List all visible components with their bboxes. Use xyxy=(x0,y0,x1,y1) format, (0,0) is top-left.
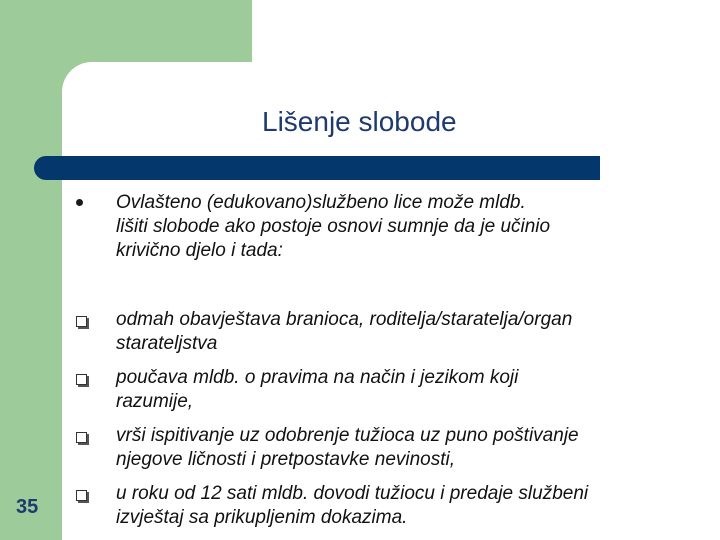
list-item xyxy=(116,424,686,472)
list-item-line: izvještaj sa prikupljenim dokazima. xyxy=(116,507,408,528)
intro-line: Ovlašteno (edukovano)službeno lice može mldb. xyxy=(116,192,526,213)
list-item-line: razumije, xyxy=(116,391,194,412)
intro-paragraph xyxy=(116,191,686,263)
slide-number: 35 xyxy=(16,496,39,518)
list-item xyxy=(116,482,686,530)
square-bullet-icon xyxy=(76,316,87,327)
list-item xyxy=(116,366,686,414)
list-item xyxy=(116,308,686,356)
title-underline-bar xyxy=(34,156,600,180)
list-item-line: poučava mldb. o pravima na način i jezikom koji xyxy=(116,367,519,388)
dot-bullet-icon xyxy=(76,199,83,206)
list-item-line: odmah obavještava branioca, roditelja/staratelja/organ xyxy=(116,309,573,330)
list-item-line: vrši ispitivanje uz odobrenje tužioca uz puno poštivanje xyxy=(116,425,579,446)
square-bullet-icon xyxy=(76,432,87,443)
square-bullet-icon xyxy=(76,490,87,501)
intro-line: krivično djelo i tada: xyxy=(116,240,283,261)
list-item-line: u roku od 12 sati mldb. dovodi tužiocu i predaje službeni xyxy=(116,483,589,504)
list-item-line: starateljstva xyxy=(116,333,218,354)
list-item-line: njegove ličnosti i pretpostavke nevinosti, xyxy=(116,449,456,470)
intro-line: lišiti slobode ako postoje osnovi sumnje da je učinio xyxy=(116,216,551,237)
square-bullet-icon xyxy=(76,374,87,385)
slide-title: Lišenje slobode xyxy=(262,106,457,137)
